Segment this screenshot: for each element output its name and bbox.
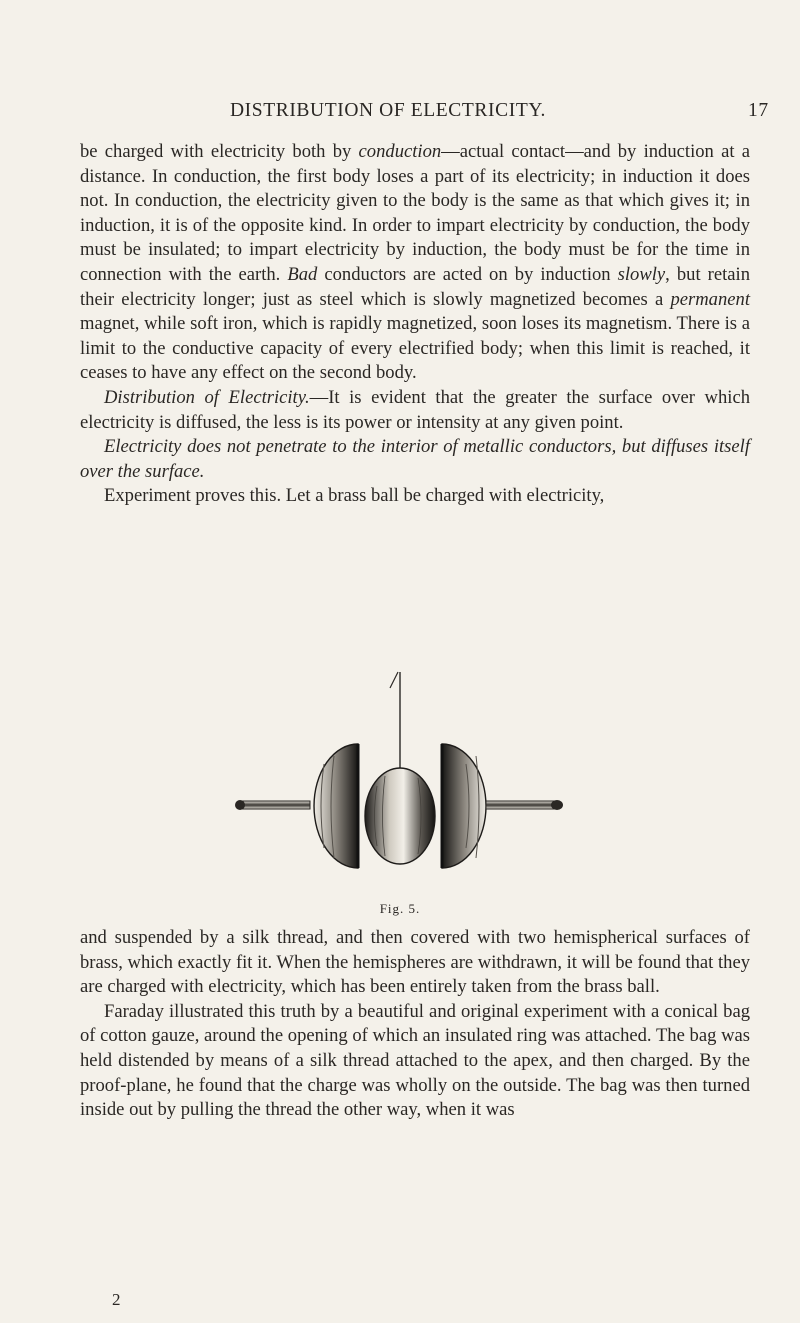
hemispheres-illustration <box>220 670 580 898</box>
running-head-title: DISTRIBUTION OF ELECTRICITY. <box>230 100 546 121</box>
left-hemisphere <box>235 744 358 868</box>
page-number: 17 <box>748 100 769 121</box>
brass-ball <box>365 768 435 864</box>
paragraph-conduction-induction <box>80 140 750 386</box>
silk-thread <box>390 672 400 770</box>
text-block-upper <box>80 140 750 509</box>
text-run: —actual contact—and by induction at a distance. In conduction, the first body loses a part of its electricity; in induction it does not. In conduction, the electricity given to the body is the same as that which gives it; in induction, it is of the opposite kind. In order to impart electricity by conduction, the body must be insulated; to impart electricity by induction, the body must be for the time in connection with the earth. <box>80 141 750 285</box>
signature-mark: 2 <box>112 1290 121 1309</box>
section-heading-distribution: Distribution of Electricity. <box>104 386 310 408</box>
figure-caption: Fig. 5. <box>379 901 421 916</box>
italic-term-bad: Bad <box>287 263 318 285</box>
text-block-lower <box>80 926 750 1123</box>
figure-5 <box>220 670 580 916</box>
italic-term-slowly: slowly <box>617 263 666 285</box>
italic-term-permanent: permanent <box>670 288 750 310</box>
italic-term-conduction: conduction <box>358 141 442 162</box>
text-run: , but retain their electricity longer; just as steel which is slowly magnetized becomes a <box>80 263 751 310</box>
right-hemisphere <box>442 744 563 868</box>
text-run: conductors are acted on by induction <box>317 263 618 285</box>
italic-principle-statement: Electricity does not penetrate to the interior of metallic conductors, but diffuses itself over the surface. <box>80 436 750 482</box>
text-run: —It is evident that the greater the surface over which electricity is diffused, the less is its power or intensity at any given point. <box>80 386 750 433</box>
paragraph-principle <box>80 435 750 484</box>
paragraph-experiment-intro: Experiment proves this. Let a brass ball be charged with electricity, <box>104 485 605 507</box>
paragraph-hemispheres: and suspended by a silk thread, and then covered with two hemispherical surfaces of brass, which exactly fit it. When the hemispheres are withdrawn, it will be found that they are charged with electricity, which has been entirely taken from the brass ball. <box>80 927 750 998</box>
paragraph-distribution <box>80 386 750 435</box>
text-run: magnet, while soft iron, which is rapidly magnetized, soon loses its magnetism. There is a limit to the conductive capacity of every electrified body; when this limit is reached, it ceases to have any effect on the second body. <box>80 313 750 384</box>
paragraph-faraday: Faraday illustrated this truth by a beautiful and original experiment with a conical bag of cotton gauze, around the opening of which an insulated ring was attached. The bag was held distended by means of a silk thread attached to the apex, and then charged. By the proof-plane, he found that the charge was wholly on the outside. The bag was then turned inside out by pulling the thread the other way, when it was <box>80 1000 750 1121</box>
text-run: be charged with electricity both by <box>80 141 359 162</box>
